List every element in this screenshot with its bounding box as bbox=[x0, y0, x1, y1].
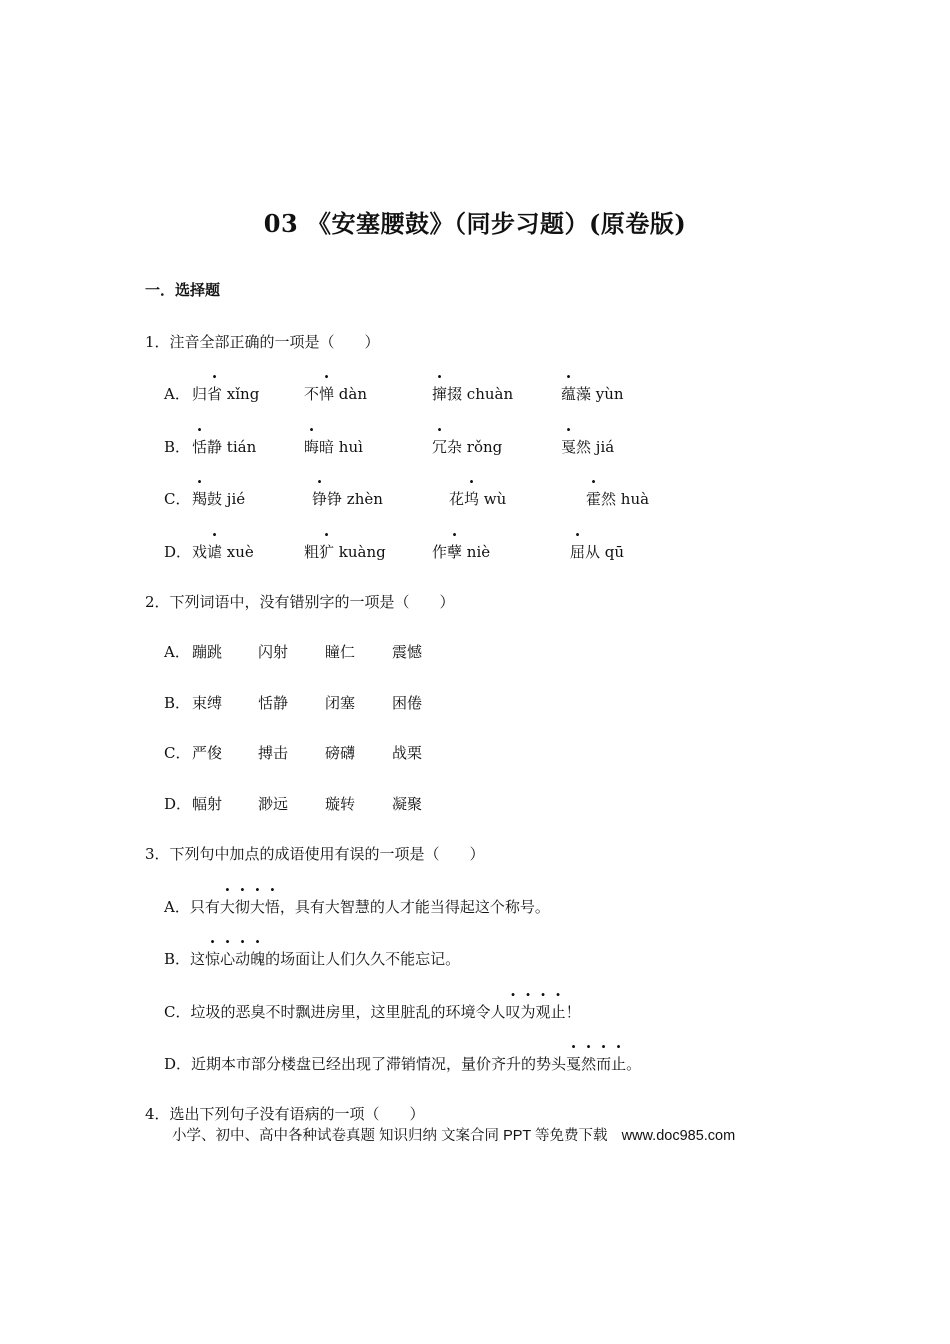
footer-banner bbox=[172, 1124, 735, 1145]
pinyin-item bbox=[586, 488, 649, 509]
footer-url[interactable]: www.doc985.com bbox=[621, 1128, 736, 1144]
dotted-char: 冗 bbox=[432, 438, 448, 456]
page-title: 03 《安塞腰鼓》（同步习题）(原卷版) bbox=[263, 209, 687, 238]
pinyin-item bbox=[449, 488, 506, 509]
word-text: 杂 bbox=[447, 438, 463, 456]
pinyin-text: qū bbox=[600, 543, 625, 561]
pinyin-text: rǒng bbox=[462, 438, 503, 456]
option-label: C． bbox=[164, 490, 191, 508]
sentence-text: 只有 bbox=[189, 898, 220, 916]
dotted-char: 霍 bbox=[586, 490, 602, 508]
option-label: D． bbox=[164, 543, 192, 561]
word-item: 蹦跳 bbox=[192, 643, 223, 661]
dotted-char: 犷 bbox=[319, 543, 335, 561]
word-item: 璇转 bbox=[325, 795, 356, 813]
word-text: 不 bbox=[304, 385, 320, 403]
dotted-char: 心 bbox=[220, 950, 236, 968]
sentence-text: ，具有大智慧的人才能当得起这个称号。 bbox=[279, 898, 550, 916]
word-text: 然 bbox=[601, 490, 617, 508]
word-item: 束缚 bbox=[192, 694, 223, 712]
pinyin-item bbox=[192, 436, 256, 457]
pinyin-text: huà bbox=[616, 490, 650, 508]
sentence-text: 近期本市部分楼盘已经出现了滞销情况，量价齐升的势头 bbox=[191, 1055, 567, 1073]
word-text: 作 bbox=[432, 543, 448, 561]
pinyin-item bbox=[192, 541, 254, 562]
dotted-char: 谑 bbox=[207, 543, 223, 561]
sentence-text: 垃圾的恶臭不时飘进房里，这里脏乱的环境令人 bbox=[190, 1003, 506, 1021]
dotted-char: 铮 bbox=[312, 490, 328, 508]
option-label: C． bbox=[164, 1003, 191, 1021]
pinyin-text: niè bbox=[462, 543, 491, 561]
sentence-text: 这 bbox=[190, 950, 206, 968]
word-item: 严俊 bbox=[192, 744, 223, 762]
word-text: 花 bbox=[449, 490, 465, 508]
pinyin-item bbox=[304, 383, 367, 404]
dotted-char: 叹 bbox=[505, 1003, 521, 1021]
dotted-char: 孽 bbox=[447, 543, 463, 561]
pinyin-item bbox=[570, 541, 624, 562]
pinyin-text: tián bbox=[222, 438, 257, 456]
dotted-char: 坞 bbox=[464, 490, 480, 508]
option-label: D． bbox=[164, 1055, 192, 1073]
dotted-char: 撺 bbox=[432, 385, 448, 403]
word-item: 闭塞 bbox=[325, 694, 356, 712]
dotted-char: 彻 bbox=[234, 898, 250, 916]
word-item: 渺远 bbox=[258, 795, 289, 813]
dotted-char: 晦 bbox=[304, 438, 320, 456]
question-3-stem: 3．下列句中加点的成语使用有误的一项是（ ） bbox=[145, 845, 485, 863]
option-label: A． bbox=[164, 898, 190, 916]
dotted-char: 而 bbox=[596, 1055, 612, 1073]
pinyin-text: xuè bbox=[222, 543, 254, 561]
dotted-char: 戛 bbox=[566, 1055, 582, 1073]
option-label: B． bbox=[164, 694, 191, 712]
word-item: 瞳仁 bbox=[325, 643, 356, 661]
word-item: 恬静 bbox=[258, 694, 289, 712]
word-text: 铮 bbox=[327, 490, 343, 508]
option-label: B． bbox=[164, 438, 191, 456]
sentence-option bbox=[164, 1001, 581, 1022]
word-item: 震憾 bbox=[392, 643, 423, 661]
dotted-char: 观 bbox=[535, 1003, 551, 1021]
sentence-option bbox=[164, 1053, 641, 1074]
dotted-char: 羯 bbox=[192, 490, 208, 508]
pinyin-text: xǐng bbox=[222, 385, 260, 403]
dotted-char: 戛 bbox=[561, 438, 577, 456]
pinyin-item bbox=[192, 383, 259, 404]
pinyin-item bbox=[304, 541, 386, 562]
pinyin-text: kuàng bbox=[334, 543, 386, 561]
pinyin-text: jié bbox=[222, 490, 246, 508]
question-1-stem: 1．注音全部正确的一项是（ ） bbox=[145, 333, 380, 351]
pinyin-item bbox=[561, 383, 624, 404]
dotted-char: 止 bbox=[550, 1003, 566, 1021]
pinyin-text: huì bbox=[334, 438, 363, 456]
pinyin-item bbox=[312, 488, 383, 509]
option-label: C． bbox=[164, 744, 191, 762]
word-item: 战栗 bbox=[392, 744, 423, 762]
word-item: 幅射 bbox=[192, 795, 223, 813]
dotted-char: 屈 bbox=[570, 543, 586, 561]
dotted-char: 悟 bbox=[264, 898, 280, 916]
option-label: A． bbox=[164, 385, 190, 403]
dotted-char: 省 bbox=[207, 385, 223, 403]
dotted-char: 止 bbox=[611, 1055, 627, 1073]
sentence-option bbox=[164, 948, 460, 969]
pinyin-text: wù bbox=[479, 490, 507, 508]
sentence-option bbox=[164, 896, 550, 917]
pinyin-text: zhèn bbox=[342, 490, 383, 508]
pinyin-item bbox=[432, 383, 513, 404]
pinyin-text: yùn bbox=[591, 385, 624, 403]
dotted-char: 然 bbox=[581, 1055, 597, 1073]
word-text: 暗 bbox=[319, 438, 335, 456]
dotted-char: 大 bbox=[219, 898, 235, 916]
word-text: 然 bbox=[576, 438, 592, 456]
word-text: 藻 bbox=[576, 385, 592, 403]
dotted-char: 蕴 bbox=[561, 385, 577, 403]
word-text: 粗 bbox=[304, 543, 320, 561]
dotted-char: 惊 bbox=[205, 950, 221, 968]
option-label: D． bbox=[164, 795, 192, 813]
dotted-char: 动 bbox=[235, 950, 251, 968]
option-label: B． bbox=[164, 950, 191, 968]
dotted-char: 魄 bbox=[250, 950, 266, 968]
pinyin-item bbox=[432, 541, 490, 562]
word-item: 搏击 bbox=[258, 744, 289, 762]
pinyin-text: jiá bbox=[591, 438, 615, 456]
word-text: 静 bbox=[207, 438, 223, 456]
pinyin-item bbox=[192, 488, 245, 509]
dotted-char: 惮 bbox=[319, 385, 335, 403]
word-item: 闪射 bbox=[258, 643, 289, 661]
question-4-stem: 4．选出下列句子没有语病的一项（ ） bbox=[145, 1105, 425, 1123]
question-2-stem: 2．下列词语中，没有错别字的一项是（ ） bbox=[145, 593, 455, 611]
option-label: A． bbox=[164, 643, 190, 661]
sentence-text: ！ bbox=[565, 1003, 581, 1021]
word-text: 从 bbox=[585, 543, 601, 561]
word-text: 鼓 bbox=[207, 490, 223, 508]
footer-text: 小学、初中、高中各种试卷真题 知识归纳 文案合同 PPT 等免费下载 bbox=[172, 1128, 608, 1144]
word-text: 归 bbox=[192, 385, 208, 403]
pinyin-item bbox=[561, 436, 614, 457]
pinyin-text: chuàn bbox=[462, 385, 514, 403]
sentence-text: 。 bbox=[626, 1055, 642, 1073]
word-item: 困倦 bbox=[392, 694, 423, 712]
sentence-text: 的场面让人们久久不能忘记。 bbox=[265, 950, 461, 968]
dotted-char: 恬 bbox=[192, 438, 208, 456]
word-item: 磅礴 bbox=[325, 744, 356, 762]
pinyin-item bbox=[304, 436, 363, 457]
word-text: 戏 bbox=[192, 543, 208, 561]
pinyin-text: dàn bbox=[334, 385, 368, 403]
pinyin-item bbox=[432, 436, 502, 457]
section-heading: 一．选择题 bbox=[145, 281, 221, 299]
word-text: 掇 bbox=[447, 385, 463, 403]
dotted-char: 为 bbox=[520, 1003, 536, 1021]
word-item: 凝聚 bbox=[392, 795, 423, 813]
dotted-char: 大 bbox=[249, 898, 265, 916]
